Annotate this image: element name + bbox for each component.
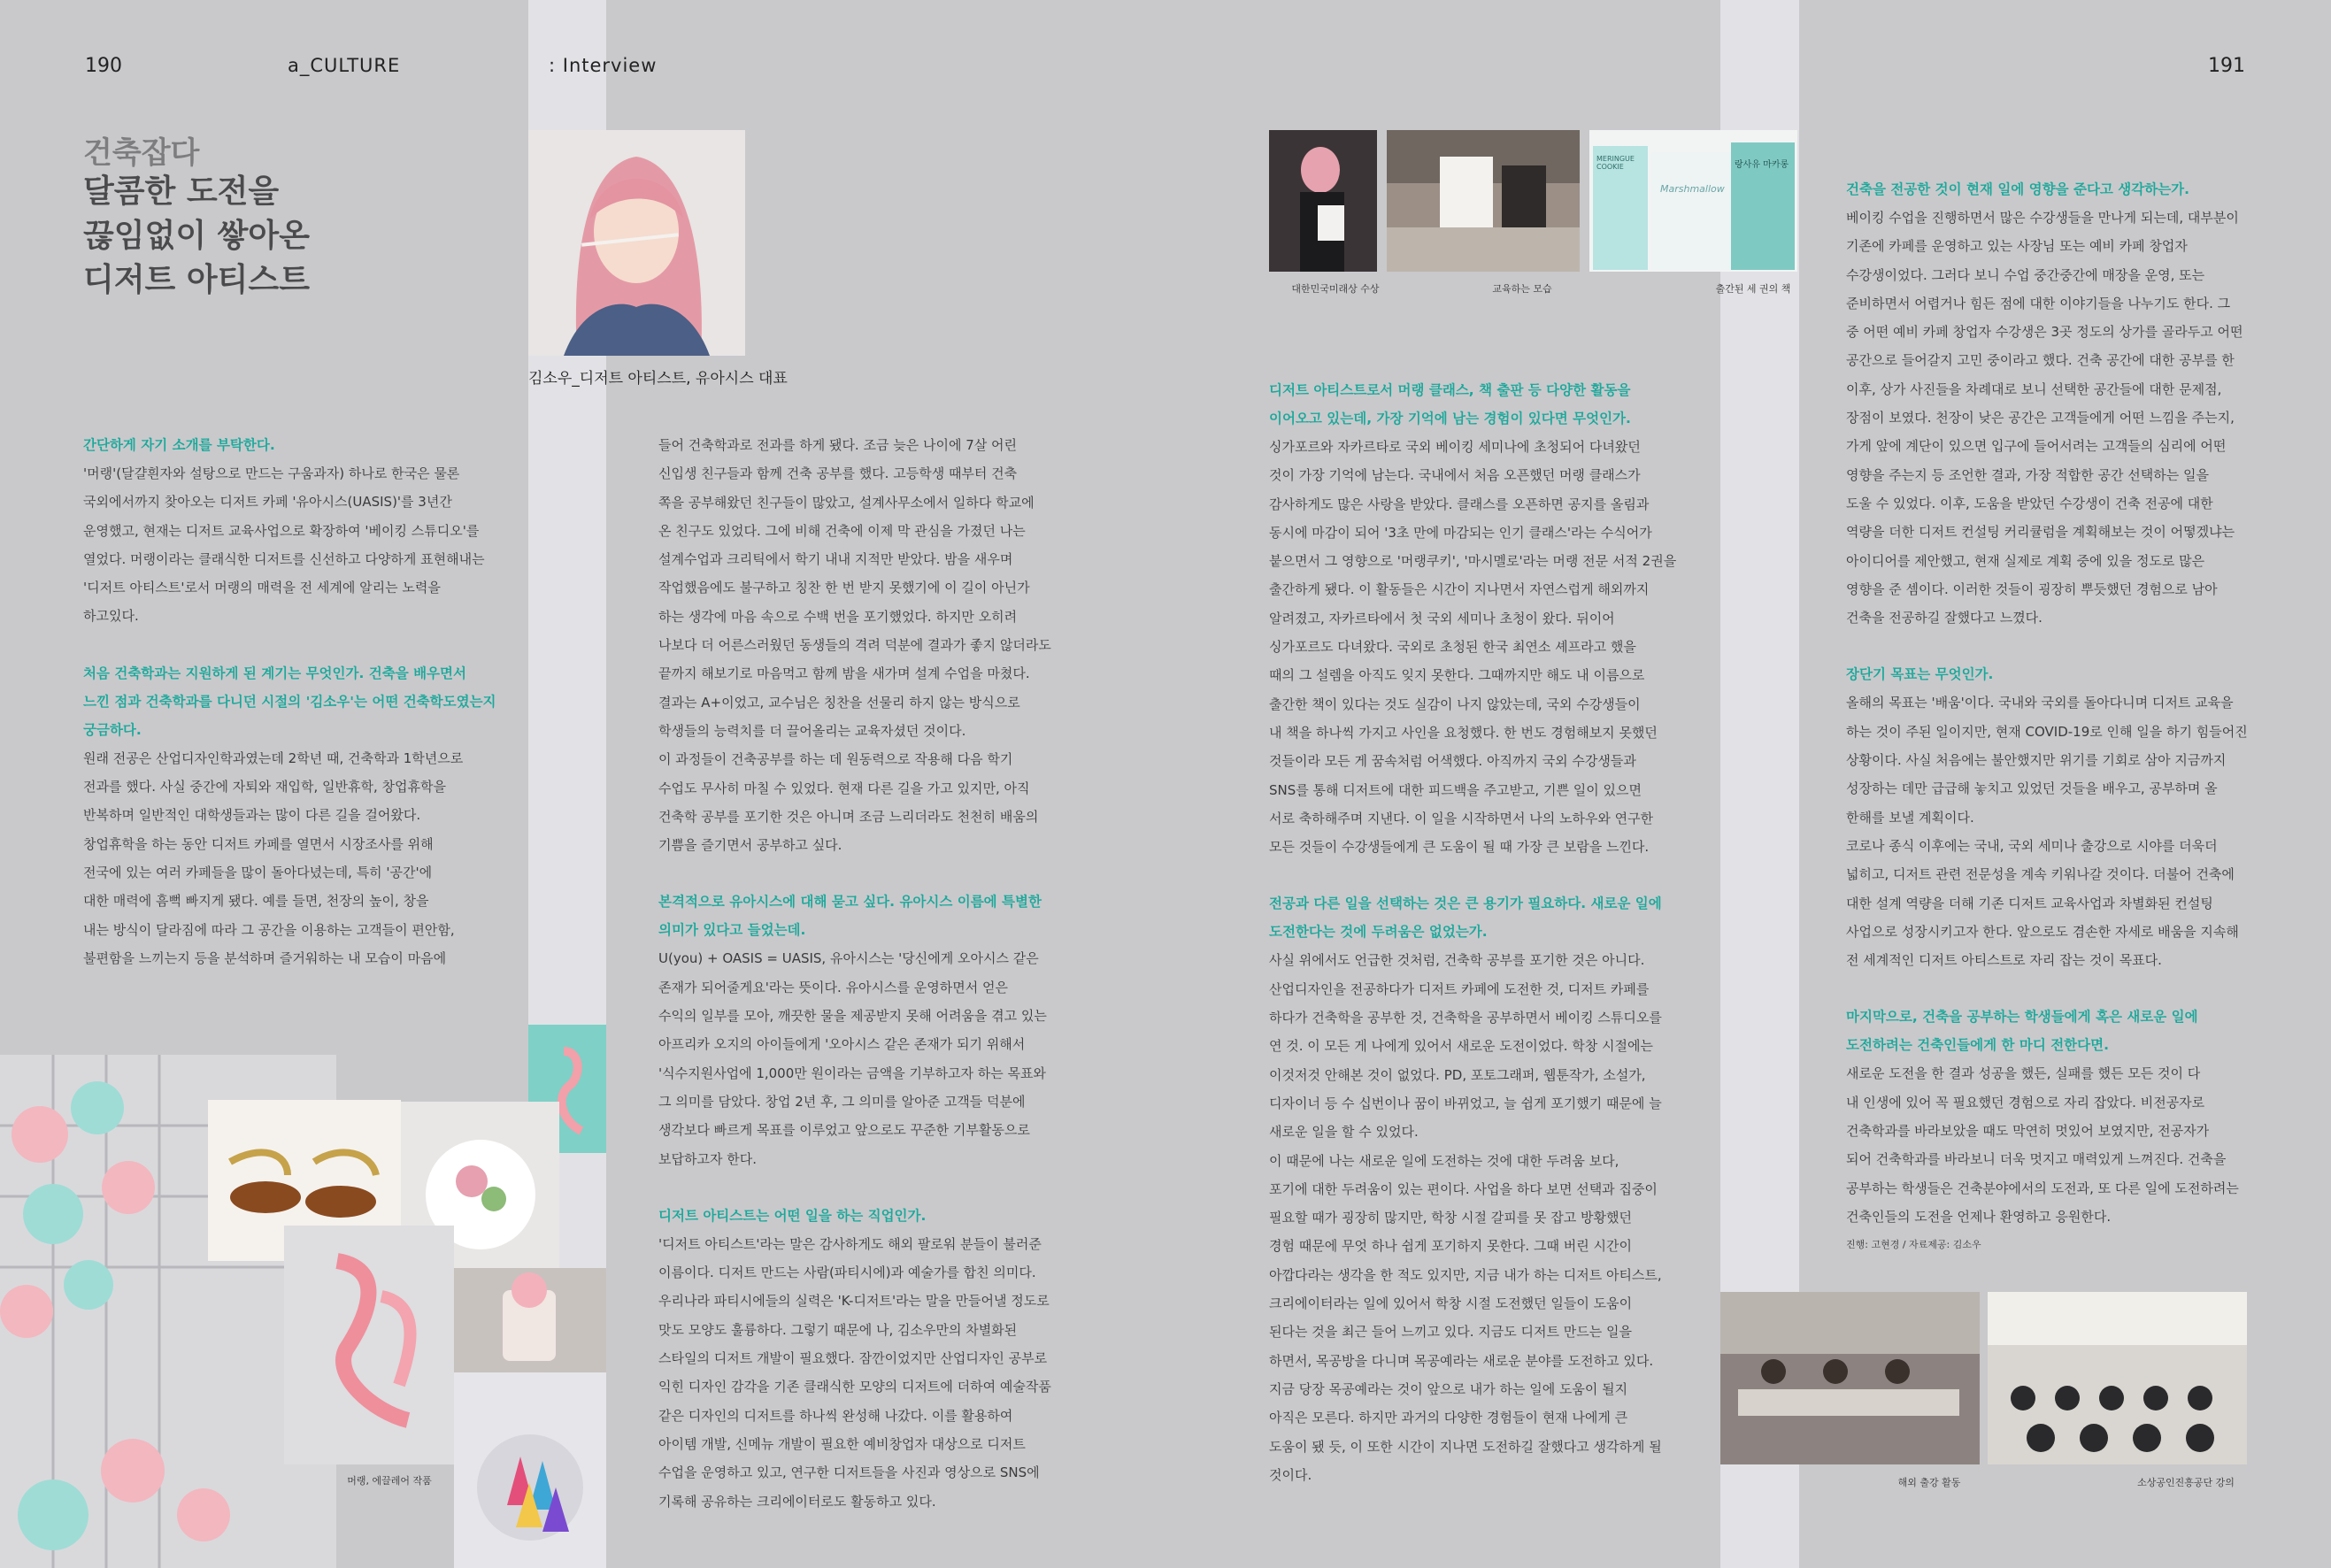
- answer-line: 도움이 됐 듯, 이 또한 시간이 지나면 도전하길 잘했다고 생각하게 될: [1269, 1438, 1662, 1455]
- answer-line: 기록해 공유하는 크리에이터로도 활동하고 있다.: [658, 1493, 936, 1510]
- answer-line: 알려졌고, 자카르타에서 첫 국외 세미나 초청이 왔다. 뒤이어: [1269, 610, 1615, 626]
- answer-line: 코로나 종식 이후에는 국내, 국외 세미나 출강으로 시야를 더욱더: [1846, 837, 2218, 854]
- answer-line: 상황이다. 사실 처음에는 불안했지만 위기를 기회로 삼아 지금까지: [1846, 752, 2227, 769]
- answer-line: 이것저것 안해본 것이 없었다. PD, 포토그래퍼, 웹툰작가, 소설가,: [1269, 1066, 1646, 1083]
- award-photo: [1269, 130, 1377, 272]
- answer-line: 된다는 것을 최근 들어 느끼고 있다. 지금도 디저트 만드는 일을: [1269, 1324, 1632, 1341]
- drink-photo: [454, 1268, 606, 1372]
- answer-line: 반복하며 일반적인 대학생들과는 많이 다른 길을 걸어왔다.: [83, 807, 421, 824]
- answer-line: 그 의미를 담았다. 창업 2년 후, 그 의미를 알아준 고객들 덕분에: [658, 1093, 1026, 1110]
- answer-line: 원래 전공은 산업디자인학과였는데 2학년 때, 건축학과 1학년으로: [83, 749, 464, 766]
- answer-line: 것이다.: [1269, 1466, 1312, 1483]
- answer-line: 역량을 더한 디저트 컨설팅 커리큘럼을 계획해보는 것이 어떻겠냐는: [1846, 524, 2235, 541]
- answer-line: 쪽을 공부해왔던 친구들이 많았고, 설계사무소에서 일하다 학교에: [658, 494, 1035, 511]
- book-title: Marshmallow: [1660, 183, 1725, 195]
- answer-line: 하고있다.: [83, 608, 139, 625]
- answer-line: 신입생 친구들과 함께 건축 공부를 했다. 고등학생 때부터 건축: [658, 465, 1018, 482]
- answer-line: 새로운 도전을 한 결과 성공을 했든, 실패를 했든 모든 것이 다: [1846, 1065, 2201, 1082]
- question-heading: 간단하게 자기 소개를 부탁한다.: [83, 437, 275, 453]
- answer-line: 스타일의 디저트 개발이 필요했다. 잠깐이었지만 산업디자인 공부로: [658, 1350, 1048, 1367]
- answer-line: 출간한 책이 있다는 것도 실감이 나지 않았는데, 국외 수강생들이: [1269, 696, 1641, 712]
- answer-line: 우리나라 파티시에들의 실력은 'K-디저트'라는 말을 만들어낼 정도로: [658, 1293, 1050, 1310]
- answer-line: 아깝다라는 생각을 한 적도 있지만, 지금 내가 하는 디저트 아티스트,: [1269, 1266, 1662, 1283]
- answer-line: 하는 것이 주된 일이지만, 현재 COVID-19로 인해 일을 하기 힘들어진: [1846, 723, 2248, 740]
- column-4: [1846, 175, 2262, 1260]
- title-line: 달콤한 도전을: [83, 173, 280, 210]
- photo-caption: 대한민국미래상 수상: [1291, 283, 1380, 295]
- page-number-left: 190: [85, 55, 122, 77]
- question-heading: 디저트 아티스트로서 머랭 클래스, 책 출판 등 다양한 활동을: [1269, 382, 1631, 398]
- answer-line: 이름이다. 디저트 만드는 사람(파티시에)과 예술가를 합친 의미다.: [658, 1264, 1036, 1281]
- answer-line: 크리에이터라는 일에 있어서 학창 시절 도전했던 일들이 도움이: [1269, 1295, 1633, 1312]
- answer-line: 것이 가장 기억에 남는다. 국내에서 처음 오픈했던 머랭 클래스가: [1269, 467, 1641, 484]
- answer-line: 수강생이었다. 그러다 보니 수업 중간중간에 매장을 운영, 또는: [1846, 266, 2205, 283]
- answer-line: 출간하게 됐다. 이 활동들은 시간이 지나면서 자연스럽게 해외까지: [1269, 581, 1650, 598]
- section-label: a_CULTURE: [288, 55, 401, 76]
- answer-line: 작업했음에도 불구하고 칭찬 한 번 받지 못했기에 이 길이 아닌가: [658, 580, 1030, 596]
- answer-line: 결과는 A+이었고, 교수님은 칭찬을 선물리 하지 않는 방식으로: [658, 694, 1020, 711]
- title-main: [83, 170, 310, 303]
- answer-line: 건축학과를 바라보았을 때도 막연히 멋있어 보였지만, 전공자가: [1846, 1123, 2210, 1140]
- answer-line: 건축학 공부를 포기한 것은 아니며 조금 느리더라도 천천히 배움의: [658, 808, 1039, 825]
- overseas-class-photo: [1720, 1292, 1980, 1464]
- answer-line: 이 과정들이 건축공부를 하는 데 원동력으로 작용해 다음 학기: [658, 751, 1013, 768]
- answer-line: '디저트 아티스트'로서 머랭의 매력을 전 세계에 알리는 노력을: [83, 580, 441, 596]
- books-photo: [1589, 130, 1797, 272]
- answer-line: '디저트 아티스트'라는 말은 감사하게도 해외 팔로워 분들이 불러준: [658, 1235, 1042, 1252]
- answer-line: 모든 것들이 수강생들에게 큰 도움이 될 때 가장 큰 보람을 느낀다.: [1269, 839, 1650, 856]
- answer-line: 포기에 대한 두려움이 있는 편이다. 사업을 하다 보면 선택과 집중이: [1269, 1180, 1658, 1197]
- answer-line: 새로운 일을 할 수 있었다.: [1269, 1124, 1419, 1141]
- answer-line: 서로 축하해주며 지낸다. 이 일을 시작하면서 나의 노하우와 연구한: [1269, 810, 1654, 826]
- answer-line: 온 친구도 있었다. 그에 비해 건축에 이제 막 관심을 가졌던 나는: [658, 522, 1026, 539]
- answer-line: 존재가 되어줄게요'라는 뜻이다. 유아시스를 운영하면서 얻은: [658, 979, 1008, 995]
- answer-line: 전국에 있는 여러 카페들을 많이 돌아다녔는데, 특히 '공간'에: [83, 864, 433, 880]
- answer-line: 하는 생각에 마음 속으로 수백 번을 포기했었다. 하지만 오히려: [658, 608, 1018, 625]
- answer-line: 성장하는 데만 급급해 놓치고 있었던 것들을 배우고, 공부하며 올: [1846, 780, 2218, 797]
- question-heading: 마지막으로, 건축을 공부하는 학생들에게 혹은 새로운 일에: [1846, 1009, 2198, 1026]
- book-title: 랑사유 마카롱: [1735, 160, 1789, 170]
- column-3: [1269, 376, 1694, 1489]
- photo-caption: 교육하는 모습: [1492, 283, 1552, 295]
- answer-line: 들어 건축학과로 전과를 하게 됐다. 조금 늦은 나이에 7살 어린: [658, 437, 1017, 453]
- answer-line: 불편함을 느끼는지 등을 분석하며 즐거워하는 내 모습이 마음에: [83, 949, 447, 966]
- answer-line: 기쁨을 즐기면서 공부하고 싶다.: [658, 837, 842, 854]
- answer-line: SNS를 통해 디저트에 대한 피드백을 주고받고, 기쁜 일이 있으면: [1269, 781, 1642, 798]
- answer-line: 아프리카 오지의 아이들에게 '오아시스 같은 존재가 되기 위해서: [658, 1036, 1026, 1053]
- answer-line: 올해의 목표는 '배움'이다. 국내와 국외를 돌아다니며 디저트 교육을: [1846, 695, 2234, 711]
- answer-line: 건축을 전공하길 잘했다고 느꼈다.: [1846, 610, 2043, 626]
- photo-caption: 해외 출강 활동: [1897, 1477, 1961, 1488]
- answer-line: 경험 때문에 무엇 하나 쉽게 포기하지 못한다. 그때 버린 시간이: [1269, 1238, 1632, 1255]
- answer-line: 감사하게도 많은 사랑을 받았다. 클래스를 오픈하면 공지를 올림과: [1269, 496, 1650, 512]
- answer-line: 산업디자인을 전공하다가 디저트 카페에 도전한 것, 디저트 카페를: [1269, 980, 1650, 997]
- answer-line: 사실 위에서도 언급한 것처럼, 건축학 공부를 포기한 것은 아니다.: [1269, 952, 1645, 969]
- portrait-photo: [528, 130, 745, 356]
- answer-line: 수업도 무사히 마칠 수 있었다. 현재 다른 길을 가고 있지만, 아직: [658, 780, 1030, 796]
- question-heading: 도전하려는 건축인들에게 한 마디 전한다면.: [1846, 1037, 2109, 1054]
- answer-line: 동시에 마감이 되어 '3초 만에 마감되는 인기 클래스'라는 수식어가: [1269, 524, 1652, 541]
- answer-line: 대한 설계 역량을 더해 기존 디저트 교육사업과 차별화된 컨설팅: [1846, 895, 2213, 911]
- answer-line: 내 책을 하나씩 가지고 사인을 요청했다. 한 번도 경험해보지 못했던: [1269, 724, 1658, 741]
- answer-line: 이 때문에 나는 새로운 일에 도전하는 것에 대한 두려움 보다,: [1269, 1152, 1619, 1169]
- answer-line: 싱가포르와 자카르타로 국외 베이킹 세미나에 초청되어 다녀왔던: [1269, 439, 1641, 455]
- kisses-photo: [454, 1372, 606, 1568]
- answer-line: 대한 매력에 흠뻑 빠지게 됐다. 예를 들면, 천장의 높이, 창을: [83, 893, 429, 910]
- answer-line: 공간으로 들어갈지 고민 중이라고 했다. 건축 공간에 대한 공부를 한: [1846, 352, 2235, 369]
- answer-line: 맛도 모양도 훌륭하다. 그렇기 때문에 나, 김소우만의 차별화된: [658, 1321, 1018, 1338]
- answer-line: 내 인생에 있어 꼭 필요했던 경험으로 자리 잡았다. 비전공자로: [1846, 1094, 2205, 1111]
- answer-line: 필요할 때가 굉장히 많지만, 학창 시절 갈피를 못 잡고 방황했던: [1269, 1210, 1632, 1226]
- question-heading: 의미가 있다고 들었는데.: [658, 922, 806, 939]
- answer-line: 도울 수 있었다. 이후, 도움을 받았던 수강생이 건축 전공에 대한: [1846, 495, 2213, 511]
- answer-line: 수업을 운영하고 있고, 연구한 디저트들을 사진과 영상으로 SNS에: [658, 1464, 1040, 1481]
- answer-line: 열었다. 머랭이라는 클래식한 디저트를 신선하고 다양하게 표현해내는: [83, 550, 485, 567]
- question-heading: 전공과 다른 일을 선택하는 것은 큰 용기가 필요하다. 새로운 일에: [1269, 895, 1662, 912]
- answer-line: 학생들의 능력치를 더 끌어올리는 교육자셨던 것이다.: [658, 722, 966, 739]
- answer-line: 때의 그 설렘을 아직도 잊지 못한다. 그때까지만 해도 내 이름으로: [1269, 667, 1645, 684]
- book-title: MERINGUE COOKIE: [1596, 155, 1635, 171]
- answer-line: 창업휴학을 하는 동안 디저트 카페를 열면서 시장조사를 위해: [83, 835, 434, 852]
- answer-line: 아이템 개발, 신메뉴 개발이 필요한 예비창업자 대상으로 디저트: [658, 1435, 1026, 1452]
- answer-line: U(you) + OASIS = UASIS, 유아시스는 '당신에게 오아시스 같은: [658, 950, 1039, 967]
- question-heading: 장단기 목표는 무엇인가.: [1846, 666, 1994, 683]
- answer-line: 넓히고, 디저트 관련 전문성을 계속 키워나갈 것이다. 더불어 건축에: [1846, 866, 2235, 883]
- question-heading: 이어오고 있는데, 가장 기억에 남는 경험이 있다면 무엇인가.: [1269, 411, 1631, 427]
- answer-line: 끝까지 해보기로 마음먹고 함께 밤을 새가며 설계 수업을 마쳤다.: [658, 665, 1030, 682]
- answer-line: 하면서, 목공방을 다니며 목공예라는 새로운 분야를 도전하고 있다.: [1269, 1352, 1654, 1369]
- answer-line: 같은 디자인의 디저트를 하나씩 완성해 나갔다. 이를 활용하여: [658, 1407, 1013, 1424]
- flamingo-photo: [284, 1226, 454, 1464]
- answer-line: 한해를 보낼 계획이다.: [1846, 809, 1974, 826]
- answer-line: 설계수업과 크리틱에서 학기 내내 지적만 받았다. 밤을 새우며: [658, 551, 1013, 568]
- dessert-caption: 머랭, 에끌레어 작품: [347, 1475, 432, 1487]
- answer-line: 기존에 카페를 운영하고 있는 사장님 또는 예비 카페 창업자: [1846, 238, 2188, 255]
- answer-line: 나보다 더 어른스러웠던 동생들의 격려 덕분에 결과가 좋지 않더라도: [658, 637, 1051, 654]
- answer-line: 생각보다 빠르게 목표를 이루었고 앞으로도 꾸준한 기부활동으로: [658, 1122, 1030, 1139]
- answer-line: 사업으로 성장시키고자 한다. 앞으로도 겸손한 자세로 배움을 지속해: [1846, 923, 2239, 940]
- answer-line: 중 어떤 예비 카페 창업자 수강생은 3곳 정도의 상가를 골라두고 어떤: [1846, 324, 2243, 341]
- question-heading: 궁금하다.: [83, 721, 142, 738]
- answer-line: 붙으면서 그 영향으로 '머랭쿠키', '마시멜로'라는 머랭 전문 서적 2권을: [1269, 553, 1677, 570]
- answer-line: 보답하고자 한다.: [658, 1150, 757, 1167]
- question-heading: 처음 건축학과는 지원하게 된 계기는 무엇인가. 건축을 배우면서: [83, 665, 466, 681]
- answer-line: 국외에서까지 찾아오는 디저트 카페 '유아시스(UASIS)'를 3년간: [83, 494, 452, 511]
- answer-line: 베이킹 수업을 진행하면서 많은 수강생들을 만나게 되는데, 대부분이: [1846, 210, 2239, 226]
- answer-line: 연 것. 이 모든 게 나에게 있어서 새로운 도전이었다. 학창 시절에는: [1269, 1038, 1653, 1055]
- answer-line: 아직은 모른다. 하지만 과거의 다양한 경험들이 현재 나에게 큰: [1269, 1410, 1628, 1426]
- portrait-caption: 김소우_디저트 아티스트, 유아시스 대표: [528, 370, 788, 388]
- page-number-right: 191: [2208, 55, 2245, 77]
- question-heading: 느낀 점과 건축학과를 다니던 시절의 '김소우'는 어떤 건축학도였는지: [83, 693, 496, 710]
- answer-line: 전과를 했다. 사실 중간에 자퇴와 재입학, 일반휴학, 창업휴학을: [83, 779, 446, 796]
- answer-line: 내는 방식이 달라짐에 따라 그 공간을 이용하는 고객들이 편안함,: [83, 921, 455, 938]
- answer-line: 건축인들의 도전을 언제나 환영하고 응원한다.: [1846, 1208, 2112, 1225]
- column-2: [658, 431, 1074, 1516]
- answer-line: 영향을 준 셈이다. 이러한 것들이 굉장히 뿌듯했던 경험으로 남아: [1846, 580, 2218, 597]
- teaching-photo: [1387, 130, 1580, 272]
- answer-line: 수익의 일부를 모아, 깨끗한 물을 제공받지 못해 어려움을 겪고 있는: [658, 1008, 1047, 1025]
- question-heading: 건축을 전공한 것이 현재 일에 영향을 준다고 생각하는가.: [1846, 181, 2190, 197]
- title-line: 끊임없이 쌓아온: [83, 218, 310, 254]
- lecture-photo: [1988, 1292, 2247, 1464]
- title-sub: 건축잡다: [83, 135, 200, 171]
- answer-line: 익힌 디자인 감각을 기존 클래식한 모양의 디저트에 더하여 예술작품: [658, 1379, 1051, 1395]
- question-heading: 디저트 아티스트는 어떤 일을 하는 직업인가.: [658, 1207, 927, 1224]
- answer-line: 아이디어를 제안했고, 현재 실제로 계획 중에 있을 정도로 많은: [1846, 552, 2205, 569]
- subsection-label: : Interview: [549, 55, 658, 76]
- answer-line: 준비하면서 어렵거나 힘든 점에 대한 이야기들을 나누기도 한다. 그: [1846, 295, 2231, 311]
- answer-line: 디자이너 등 수 십번이나 꿈이 바뀌었고, 늘 쉽게 포기했기 때문에 늘: [1269, 1095, 1662, 1111]
- column-1: [83, 431, 499, 972]
- answer-line: 것들이라 모든 게 꿈속처럼 어색했다. 아직까지 국외 수강생들과: [1269, 753, 1636, 770]
- answer-line: 전 세계적인 디저트 아티스트로 자리 잡는 것이 목표다.: [1846, 952, 2162, 969]
- answer-line: 되어 건축학과를 바라보니 더욱 멋지고 매력있게 느껴진다. 건축을: [1846, 1151, 2227, 1168]
- answer-line: '머랭'(달걀흰자와 설탕으로 만드는 구움과자) 하나로 한국은 물론: [83, 465, 460, 481]
- answer-line: 운영했고, 현재는 디저트 교육사업으로 확장하여 '베이킹 스튜디오'를: [83, 522, 480, 539]
- answer-line: 영향을 주는지 등 조언한 결과, 가장 적합한 공간 선택하는 일을: [1846, 466, 2209, 483]
- title-line: 디저트 아티스트: [83, 262, 310, 298]
- answer-line: 이후, 상가 사진들을 차례대로 보니 선택한 공간들에 대한 문제점,: [1846, 380, 2222, 397]
- answer-line: 장점이 보였다. 천장이 낮은 공간은 고객들에게 어떤 느낌을 주는지,: [1846, 410, 2235, 427]
- photo-caption: 소상공인진흥공단 강의: [2137, 1477, 2235, 1488]
- answer-line: '식수지원사업에 1,000만 원이라는 금액을 기부하고자 하는 목표와: [658, 1065, 1046, 1081]
- photo-caption: 출간된 세 권의 책: [1715, 283, 1791, 295]
- answer-line: 하다가 건축학을 공부한 것, 건축학을 공부하면서 베이킹 스튜디오를: [1269, 1010, 1662, 1026]
- question-heading: 본격적으로 유아시스에 대해 묻고 싶다. 유아시스 이름에 특별한: [658, 894, 1042, 911]
- answer-line: 가게 앞에 계단이 있으면 입구에 들어서려는 고객들의 심리에 어떤: [1846, 438, 2227, 455]
- answer-line: 지금 당장 목공예라는 것이 앞으로 내가 하는 일에 도움이 될지: [1269, 1380, 1628, 1397]
- question-heading: 도전한다는 것에 두려움은 없었는가.: [1269, 924, 1488, 941]
- credit-line: 진행: 고현경 / 자료제공: 김소우: [1846, 1239, 1981, 1251]
- answer-line: 싱가포르도 다녀왔다. 국외로 초청된 한국 최연소 셰프라고 했을: [1269, 639, 1636, 656]
- answer-line: 공부하는 학생들은 건축분야에서의 도전과, 또 다른 일에 도전하려는: [1846, 1180, 2239, 1196]
